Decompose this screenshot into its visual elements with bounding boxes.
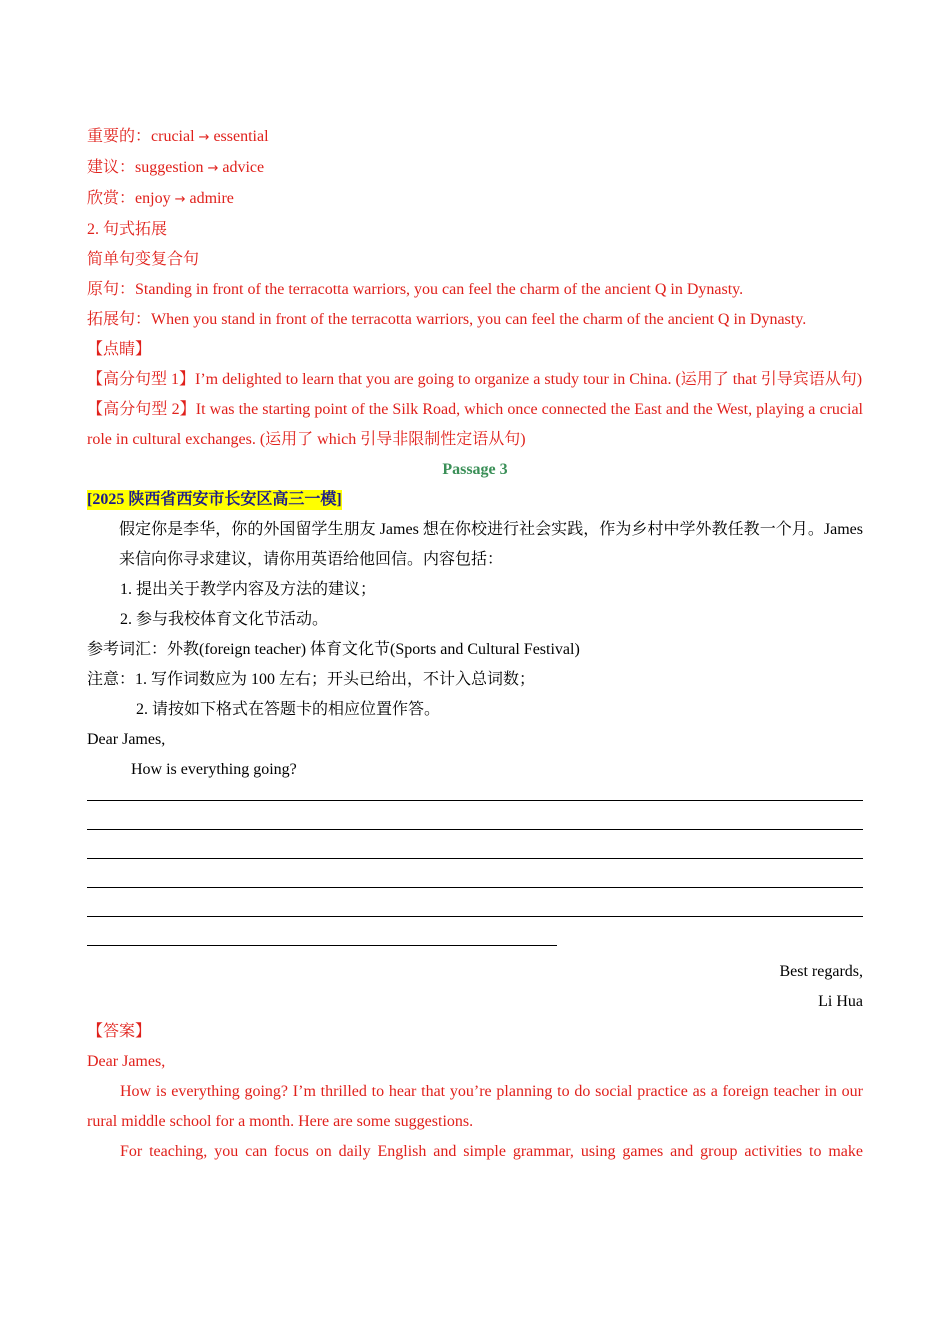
answer-blank-line[interactable]: [87, 888, 863, 917]
letter-signature: Li Hua: [818, 993, 863, 1010]
expanded-sentence: [87, 305, 863, 335]
original-sentence: [87, 275, 863, 305]
synonym-from: suggestion: [135, 159, 204, 176]
letter-closing: Best regards,: [779, 963, 863, 980]
synonym-line: [87, 153, 863, 184]
answer-blank-line[interactable]: [87, 917, 557, 946]
answer-blank-lines: [87, 785, 863, 946]
answer-blank-line[interactable]: [87, 785, 863, 801]
synonym-label: 重要的：: [87, 128, 152, 145]
reference-vocab: 参考词汇：外教(foreign teacher) 体育文化节(Sports and Cultural Festival): [87, 641, 580, 658]
arrow-icon: →: [207, 161, 219, 176]
note-2: 2. 请按如下格式在答题卡的相应位置作答。: [136, 701, 441, 718]
original-label: 原句：: [87, 281, 136, 298]
answer-paragraph-1: How is everything going? I’m thrilled to hear that you’re planning to do social practice as a foreign teacher in our rural middle school for a month. Here are some suggestions.: [87, 1083, 863, 1130]
highlight-item-2: 【高分句型 2】It was the starting point of the Silk Road, which once connected the East and the West, playing a crucial role in cultural exchanges. (运用了 which 引导非限制性定语从句): [87, 401, 863, 448]
synonym-line: [87, 122, 863, 153]
answer-blank-line[interactable]: [87, 830, 863, 859]
section-heading: 2. 句式拓展: [87, 221, 168, 238]
synonym-to: essential: [213, 128, 269, 145]
section-subheading: 简单句变复合句: [87, 251, 200, 268]
note-1: 注意：1. 写作词数应为 100 左右；开头已给出，不计入总词数；: [87, 671, 536, 688]
passage-source: [2025 陕西省西安市长安区高三一模]: [87, 491, 342, 508]
answer-label: 【答案】: [87, 1023, 152, 1040]
synonym-to: admire: [189, 190, 234, 207]
answer-paragraph-2: For teaching, you can focus on daily English and simple grammar, using games and group activities to make: [120, 1143, 863, 1160]
prompt-point-2: 2. 参与我校体育文化节活动。: [120, 611, 329, 628]
writing-prompt: 假定你是李华，你的外国留学生朋友 James 想在你校进行社会实践，作为乡村中学外教任教一个月。James 来信向你寻求建议，请你用英语给他回信。内容包括：: [119, 521, 863, 568]
answer-blank-line[interactable]: [87, 859, 863, 888]
expanded-label: 拓展句：: [87, 311, 152, 328]
letter-opening: How is everything going?: [131, 761, 297, 778]
synonym-line: [87, 184, 863, 215]
arrow-icon: →: [174, 192, 186, 207]
arrow-icon: →: [198, 130, 210, 145]
document-content: [87, 122, 863, 1167]
synonym-label: 欣赏：: [87, 190, 136, 207]
highlight-item-1: 【高分句型 1】I’m delighted to learn that you are going to organize a study tour in China. (运用了 that 引导宾语从句): [87, 371, 863, 388]
synonym-from: crucial: [151, 128, 195, 145]
expanded-text: When you stand in front of the terracotta warriors, you can feel the charm of the ancient Q in Dynasty.: [151, 311, 807, 328]
original-text: Standing in front of the terracotta warriors, you can feel the charm of the ancient Q in Dynasty.: [135, 281, 744, 298]
passage-source-line: [87, 485, 863, 515]
synonym-label: 建议：: [87, 159, 136, 176]
synonym-to: advice: [222, 159, 265, 176]
answer-greeting: Dear James,: [87, 1053, 166, 1070]
letter-greeting: Dear James,: [87, 731, 166, 748]
answer-blank-line[interactable]: [87, 801, 863, 830]
prompt-point-1: 1. 提出关于教学内容及方法的建议；: [120, 581, 377, 598]
synonym-from: enjoy: [135, 190, 171, 207]
highlights-title: 【点睛】: [87, 341, 152, 358]
passage-title: Passage 3: [442, 461, 508, 478]
